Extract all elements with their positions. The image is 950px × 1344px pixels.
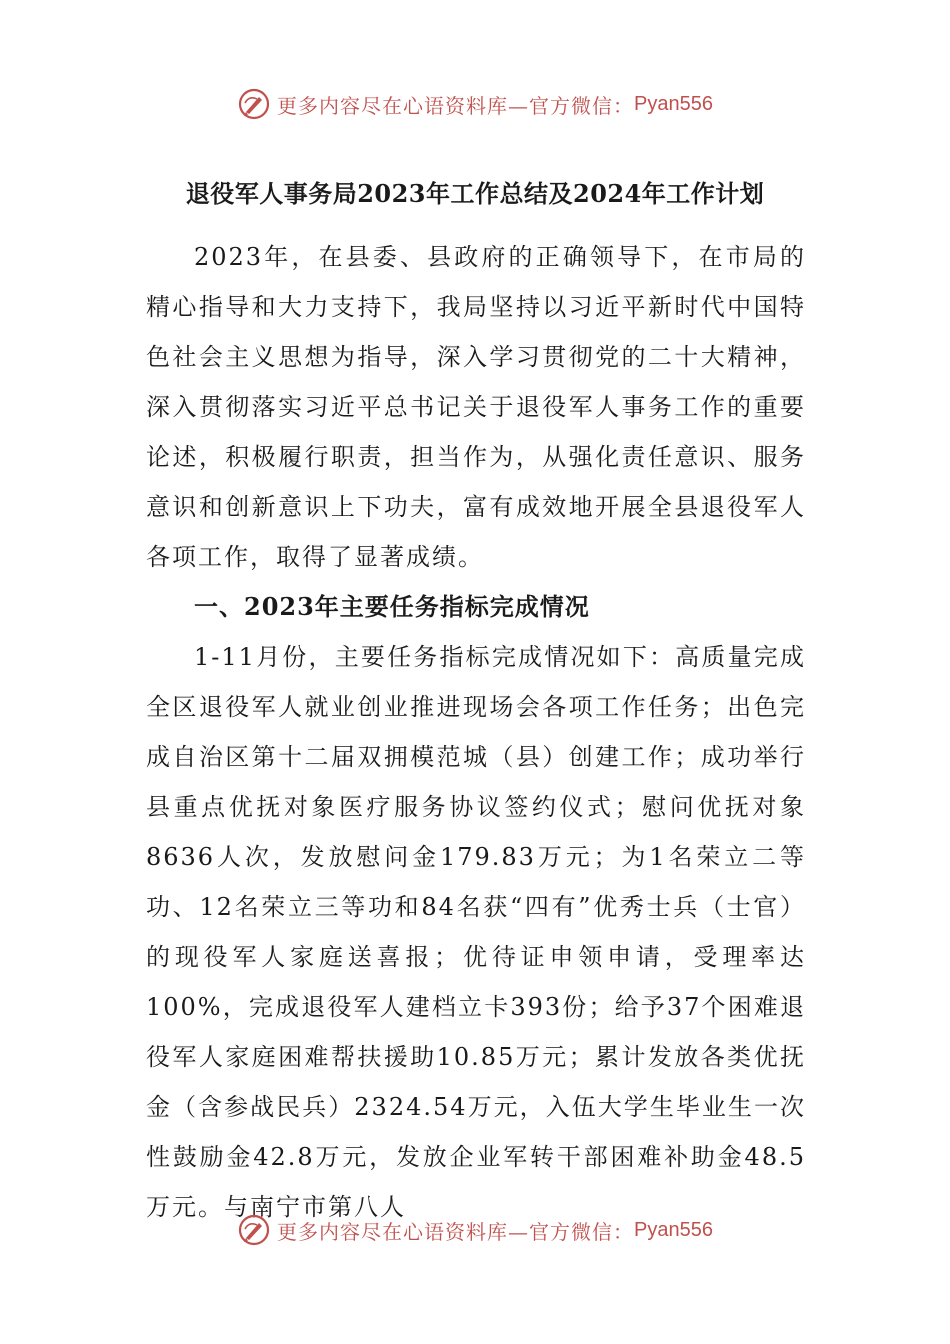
pen-logo-icon <box>237 1213 271 1247</box>
pen-logo-icon <box>237 87 271 121</box>
watermark-text: 更多内容尽在心语资料库—官方微信： <box>277 1219 635 1244</box>
section-paragraph: 1-11月份，主要任务指标完成情况如下：高质量完成全区退役军人就业创业推进现场会各项工作任务；出色完成自治区第十二届双拥模范城（县）创建工作；成功举行县重点优抚对象医疗服务协议签约仪式；慰问优抚对象8636人次，发放慰问金179.83万元；为1名荣立二等功、12名荣立三等功和84名获“四有”优秀士兵（士官）的现役军人家庭送喜报；优待证申领申请，受理率达100%，完成退役军人建档立卡393份；给予37个困难退役军人家庭困难帮扶援助10.85万元；累计发放各类优抚金（含参战民兵）2324.54万元，入伍大学生毕业生一次性鼓励金42.8万元，发放企业军转干部困难补助金48.5万元。与南宁市第八人 <box>146 643 806 1221</box>
intro-paragraph: 2023年，在县委、县政府的正确领导下，在市局的精心指导和大力支持下，我局坚持以习近平新时代中国特色社会主义思想为指导，深入学习贯彻党的二十大精神，深入贯彻落实习近平总书记关于退役军人事务工作的重要论述，积极履行职责，担当作为，从强化责任意识、服务意识和创新意识上下功夫，富有成效地开展全县退役军人各项工作，取得了显著成绩。 <box>146 243 806 571</box>
watermark-id: Pyan556 <box>634 1218 713 1241</box>
section-heading: 一、2023年主要任务指标完成情况 <box>194 592 590 621</box>
watermark-id: Pyan556 <box>634 92 713 115</box>
document-body <box>146 232 806 1232</box>
watermark-footer <box>0 1210 950 1250</box>
watermark-text: 更多内容尽在心语资料库—官方微信： <box>277 93 635 118</box>
watermark-header <box>0 84 950 124</box>
document-title: 退役军人事务局2023年工作总结及2024年工作计划 <box>185 179 765 208</box>
